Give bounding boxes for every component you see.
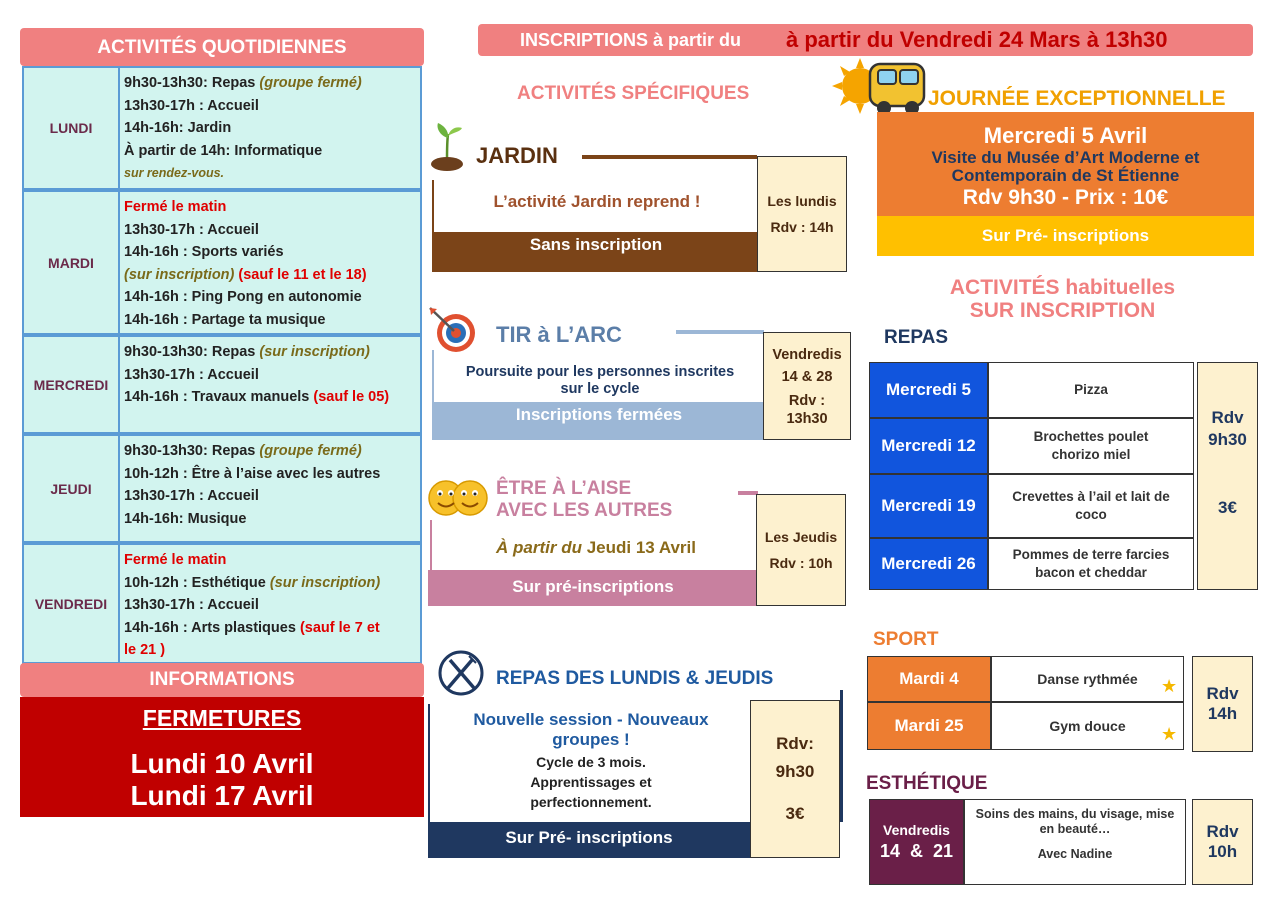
day-row-vendredi (22, 543, 422, 664)
activity-text: Fermé le matin (124, 552, 227, 568)
repas-lundis-text1 (430, 710, 752, 750)
activity-text: (sauf le 05) (313, 389, 390, 406)
sport-activity-text: Gym douce (1049, 718, 1126, 734)
jardin-title: JARDIN (476, 143, 558, 168)
smiley-faces-icon (424, 476, 492, 520)
jardin-footer: Sans inscription (432, 232, 760, 272)
repas-lundis-rdv-label: Rdv: (776, 734, 814, 753)
repas-menu-line: Pizza (1074, 382, 1108, 397)
closure-date-1: Lundi 10 Avril (130, 748, 314, 779)
repas-lundis-text2-line3: perfectionnement. (530, 794, 652, 810)
aise-text-date: Jeudi 13 Avril (581, 538, 696, 557)
repas-menu-line: Crevettes à l’ail et lait de (1012, 489, 1170, 504)
activity-text: 13h30-17h : Accueil (124, 97, 259, 114)
repas-rdv-price: 3€ (1218, 498, 1237, 517)
esthetique-desc (964, 799, 1186, 885)
activity-line (124, 162, 416, 185)
activity-line (124, 617, 416, 640)
day-name: JEUDI (24, 436, 120, 541)
fermetures-panel (20, 697, 424, 817)
sprout-icon (430, 120, 464, 172)
day-row-mardi (22, 190, 422, 335)
sport-activity-cell (991, 656, 1184, 702)
day-activities (124, 341, 416, 409)
aise-footer: Sur pré-inscriptions (428, 570, 758, 606)
exceptionnelle-desc-line1: Visite du Musée d’Art Moderne et (931, 148, 1200, 167)
aise-text (432, 538, 760, 558)
day-activities (124, 72, 416, 185)
repas-day-cell: Mercredi 26 (869, 538, 988, 590)
activity-text: (groupe fermé) (259, 443, 362, 459)
tir-rdv-label: Rdv : (788, 393, 826, 409)
repas-lundis-title: REPAS DES LUNDIS & JEUDIS (496, 668, 774, 689)
exceptionnelle-desc (877, 149, 1254, 185)
tir-box (432, 350, 764, 440)
esthetique-section-title: ESTHÉTIQUE (866, 773, 988, 794)
jardin-top-line (582, 155, 757, 159)
exceptionnelle-rdv: Rdv 9h30 - Prix : 10€ (962, 186, 1169, 209)
banner-left-text: INSCRIPTIONS à partir du (520, 30, 742, 50)
day-name: MARDI (24, 192, 120, 333)
repas-lundis-side-line (840, 690, 843, 822)
aise-rdv (756, 494, 846, 606)
exceptionnelle-title: JOURNÉE EXCEPTIONNELLE (928, 87, 1226, 110)
sport-rdv (1192, 656, 1253, 752)
activity-text: 14h-16h : Travaux manuels (124, 389, 314, 406)
activity-text: 9h30-13h30: Repas (124, 75, 260, 91)
sport-activity-text: Danse rythmée (1037, 671, 1138, 687)
repas-lundis-text1-line1: Nouvelle session - Nouveaux (473, 710, 709, 729)
activity-text: 10h-12h : Esthétique (124, 574, 270, 591)
tir-rdv-dates: 14 & 28 (781, 369, 833, 385)
repas-menu-line: Brochettes poulet (1033, 429, 1149, 444)
habituelles-title-line1: ACTIVITÉS habituelles (949, 276, 1176, 299)
activity-text: sur rendez-vous. (124, 166, 225, 181)
jardin-text: L’activité Jardin reprend ! (493, 192, 701, 211)
esthetique-day-dates: 14 & 21 (879, 841, 954, 861)
activity-text: 13h30-17h : Accueil (124, 221, 259, 238)
activity-text: (sur inscription) (269, 574, 381, 591)
esthetique-day (869, 799, 964, 885)
activity-text: À partir de 14h: Informatique (124, 142, 323, 159)
tir-text-line-2: sur le cycle (560, 381, 640, 397)
star-icon: ★ (1161, 724, 1178, 744)
activity-line (124, 440, 416, 463)
day-row-mercredi (22, 335, 422, 434)
day-name: VENDREDI (24, 545, 120, 662)
activity-line (124, 341, 416, 364)
tir-rdv (763, 332, 851, 440)
closure-date-2: Lundi 17 Avril (130, 780, 314, 811)
jardin-box (432, 180, 758, 272)
habituelles-title-line2: SUR INSCRIPTION (969, 299, 1156, 322)
repas-lundis-text2 (430, 752, 752, 812)
sport-section-title: SPORT (873, 629, 939, 650)
repas-rdv-time: 9h30 (1208, 430, 1247, 449)
tir-text (434, 364, 766, 398)
jardin-rdv (757, 156, 847, 272)
activity-line (124, 549, 416, 572)
repas-lundis-text2-line1: Cycle de 3 mois. (536, 754, 646, 770)
esthetique-day-label: Vendredis (883, 822, 950, 838)
aise-title-line-1: ÊTRE À L’AISE (496, 478, 632, 499)
exceptionnelle-panel (877, 112, 1254, 216)
jardin-rdv-time: Rdv : 14h (770, 219, 834, 235)
fermetures-title: FERMETURES (142, 705, 302, 731)
activity-line (124, 508, 416, 531)
activity-line (124, 219, 416, 242)
repas-menu-cell (988, 418, 1194, 474)
activity-line (124, 286, 416, 309)
sport-activity-cell (991, 702, 1184, 750)
activity-line (124, 485, 416, 508)
activity-text: (groupe fermé) (259, 75, 362, 91)
sport-rdv-time: 14h (1207, 704, 1238, 723)
repas-lundis-rdv (750, 700, 840, 858)
activity-text: 14h-16h: Jardin (124, 120, 232, 137)
activity-line (124, 117, 416, 140)
repas-day-cell: Mercredi 12 (869, 418, 988, 474)
aise-top-line (738, 491, 758, 495)
tir-rdv-day: Vendredis (772, 347, 842, 363)
activity-text: le 21 ) (124, 642, 166, 659)
activity-text: 9h30-13h30: Repas (124, 344, 260, 360)
day-name: LUNDI (24, 68, 120, 188)
jardin-rdv-day: Les lundis (767, 193, 837, 209)
repas-menu-line: coco (1075, 507, 1107, 522)
repas-menu-cell (988, 538, 1194, 590)
activity-text: (sauf le 7 et (299, 619, 380, 636)
activity-text: 14h-16h: Musique (124, 510, 247, 527)
esthetique-rdv-time: 10h (1207, 842, 1238, 861)
activity-line (124, 386, 416, 409)
esthetique-desc-line1: Soins des mains, du visage, mise (975, 807, 1175, 821)
activity-line (124, 95, 416, 118)
activity-text: 13h30-17h : Accueil (124, 597, 259, 614)
repas-menu-line: chorizo miel (1051, 447, 1131, 462)
esthetique-desc-line2: en beauté… (1039, 822, 1111, 836)
activity-line (124, 241, 416, 264)
banner-right-text: à partir du Vendredi 24 Mars à 13h30 (786, 27, 1168, 52)
esthetique-rdv-label: Rdv (1206, 822, 1239, 841)
activity-line (124, 364, 416, 387)
repas-day-cell: Mercredi 5 (869, 362, 988, 418)
repas-lundis-footer: Sur Pré- inscriptions (428, 822, 750, 858)
repas-lundis-rdv-time: 9h30 (775, 762, 815, 781)
exceptionnelle-date: Mercredi 5 Avril (983, 123, 1148, 148)
repas-lundis-box (428, 704, 750, 858)
inscriptions-banner (478, 24, 1253, 56)
fork-knife-icon (436, 648, 486, 698)
aise-text-italic: À partir du (496, 538, 582, 557)
activity-line (124, 572, 416, 595)
activity-text: 13h30-17h : Accueil (124, 488, 259, 505)
repas-menu-cell (988, 362, 1194, 418)
day-row-lundi (22, 66, 422, 190)
esthetique-with: Avec Nadine (1037, 847, 1113, 861)
day-activities (124, 196, 416, 332)
sport-day-cell: Mardi 4 (867, 656, 991, 702)
day-row-jeudi (22, 434, 422, 543)
daily-activities-header: ACTIVITÉS QUOTIDIENNES (20, 28, 424, 66)
tir-rdv-time: 13h30 (786, 411, 828, 427)
repas-menu-line: Pommes de terre farcies (1012, 547, 1170, 562)
informations-header: INFORMATIONS (20, 663, 424, 697)
exceptionnelle-desc-line2: Contemporain de St Étienne (951, 166, 1180, 185)
activity-line (124, 594, 416, 617)
aise-rdv-day: Les Jeudis (764, 529, 838, 545)
activity-text: Fermé le matin (124, 199, 227, 215)
sport-day-cell: Mardi 25 (867, 702, 991, 750)
tir-footer: Inscriptions fermées (432, 402, 766, 440)
day-name: MERCREDI (24, 337, 120, 432)
aise-box (430, 520, 758, 606)
exceptionnelle-footer: Sur Pré- inscriptions (877, 216, 1254, 256)
habituelles-title (900, 276, 1225, 322)
activity-text: (sur inscription) (259, 344, 370, 360)
activity-text: 13h30-17h : Accueil (124, 366, 259, 383)
specific-activities-title: ACTIVITÉS SPÉCIFIQUES (517, 83, 750, 104)
activity-text: 10h-12h : Être à l’aise avec les autres (124, 465, 381, 482)
activity-line (124, 196, 416, 219)
activity-text: 14h-16h : Ping Pong en autonomie (124, 289, 362, 306)
tir-top-line (676, 330, 764, 334)
aise-rdv-time: Rdv : 10h (769, 555, 833, 571)
activity-text: (sauf le 11 et le 18) (234, 266, 367, 283)
activity-line (124, 463, 416, 486)
activity-line (124, 264, 416, 287)
sport-rdv-label: Rdv (1206, 684, 1239, 703)
target-icon (428, 306, 478, 354)
activity-text: 14h-16h : Partage ta musique (124, 311, 326, 328)
day-activities (124, 549, 416, 662)
activity-line (124, 639, 416, 662)
repas-rdv-label: Rdv (1211, 408, 1244, 427)
repas-section-title: REPAS (884, 327, 949, 348)
repas-menu-cell (988, 474, 1194, 538)
repas-lundis-text1-line2: groupes ! (552, 730, 630, 749)
activity-text: 14h-16h : Sports variés (124, 244, 284, 261)
repas-day-cell: Mercredi 19 (869, 474, 988, 538)
esthetique-rdv (1192, 799, 1253, 885)
repas-lundis-rdv-price: 3€ (785, 804, 805, 823)
activity-line (124, 72, 416, 95)
day-activities (124, 440, 416, 530)
repas-rdv (1197, 362, 1258, 590)
tir-title: TIR à L’ARC (496, 322, 622, 347)
activity-line (124, 140, 416, 163)
repas-menu-line: bacon et cheddar (1035, 565, 1147, 580)
activity-text: 9h30-13h30: Repas (124, 443, 260, 459)
activity-text: (sur inscription) (124, 266, 235, 283)
tir-text-line-1: Poursuite pour les personnes inscrites (465, 364, 735, 380)
star-icon: ★ (1161, 676, 1178, 696)
activity-line (124, 309, 416, 332)
aise-title-line-2: AVEC LES AUTRES (496, 500, 673, 521)
aise-title (496, 478, 672, 522)
activity-text: 14h-16h : Arts plastiques (124, 619, 300, 636)
repas-lundis-text2-line2: Apprentissages et (530, 774, 652, 790)
